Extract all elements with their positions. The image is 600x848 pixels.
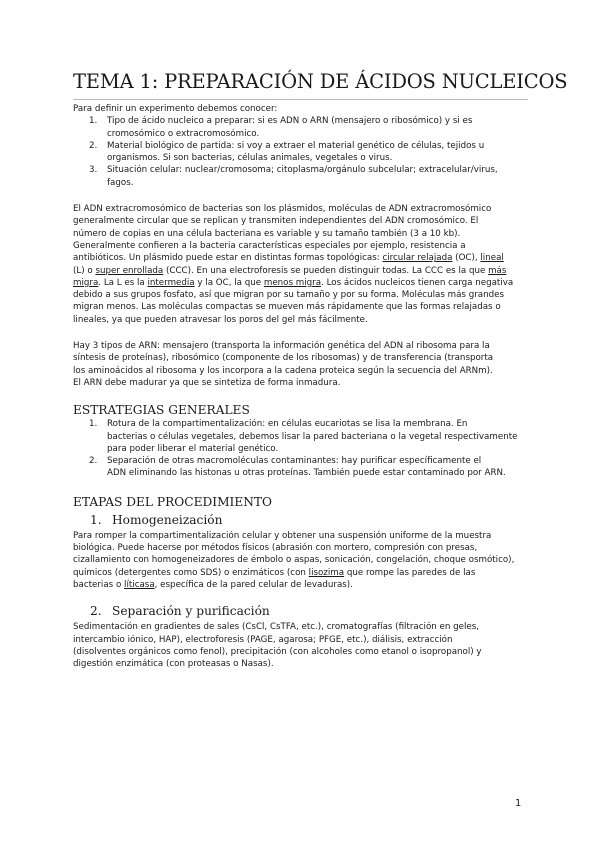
paragraph-homogeneizacion: Para romper la compartimentalización celular y obtener una suspensión uniforme de la muestra biológica. Puede hacerse por métodos físicos (abrasión con mortero, compresión con presas, cizallamiento con homogeneizadores de émbolo o aspas, sonicación, congelación, choque osmótico), químicos (detergentes como SDS) o enzimáticos (con lisozima que rompe las paredes de las bacterias o líticasa, específica de la pared celular de levaduras). (73, 530, 515, 590)
term-migra: migra (73, 277, 99, 288)
paragraph-arn: Hay 3 tipos de ARN: mensajero (transporta la información genética del ADN al ribosoma para la síntesis de proteínas), ribosómico (componente de los ribosomas) y de transferencia (transporta los aminoácidos al ribosoma y los incorpora a la cadena proteica según la secuencia del ARNm). El ARN debe madurar ya que se sintetiza de forma inmadura. (73, 341, 494, 388)
list-item: 2. Material biológico de partida: si voy a extraer el material genético de células, tejidos u organismos. Si son bacterias, células animales, vegetales o virus. (89, 140, 485, 164)
heading-estrategias: ESTRATEGIAS GENERALES (73, 403, 250, 418)
page-number: 1 (515, 798, 522, 809)
subheading-separacion: 2. Separación y purificación (90, 604, 270, 619)
term-circular-relajada: circular relajada (382, 253, 453, 264)
paragraph-adn: El ADN extracromosómico de bacterias son los plásmidos, moléculas de ADN extracromosómico generalmente circular que se replican y transmiten independientes del ADN cromosómico. El número de copias en una célula bacteriana es variable y su tamaño también (3 a 10 kb). Generalmente confieren a la bacteria características especiales por ejemplo, resistencia a antibióticos. Un plásmido puede estar en distintas formas topológicas: circular relajada (OC), lineal (L) o super enrollada (CCC). En una electroforesis se pueden distinguir todas. La CCC es la que más migra. La L es la intermedia y la OC, la que menos migra. Los ácidos nucleicos tienen carga negativa debido a sus grupos fosfato, así que migran por su tamaño y por su forma. Moléculas más grandes migran menos. Las moléculas compactas se mueven más rápidamente que las formas relajadas o lineales, ya que pueden atravesar los poros del gel más fácilmente. (73, 204, 514, 325)
term-liticasa: líticasa (124, 579, 155, 590)
term-mas: más (488, 265, 507, 276)
intro-list (73, 115, 528, 189)
subheading-homogeneizacion: 1. Homogeneización (90, 512, 223, 527)
list-item: 1. Rotura de la compartimentalización: en células eucariotas se lisa la membrana. En bacterias o células vegetales, debemos lisar la pared bacteriana o la vegetal respectivamente para poder liberar el material genético. (89, 419, 518, 454)
intro-text: Para definir un experimento debemos conocer: (73, 104, 278, 114)
term-super-enrollada: super enrollada (95, 265, 164, 276)
list-item: 1. Tipo de ácido nucleico a preparar: si es ADN o ARN (mensajero o ribosómico) y si es cromosómico o extracromosómico. (89, 116, 473, 139)
term-menos-migra: menos migra (263, 277, 322, 288)
estrategias-list (73, 418, 528, 479)
term-lineal: lineal (480, 253, 504, 264)
heading-etapas: ETAPAS DEL PROCEDIMIENTO (73, 494, 273, 509)
list-item: 2. Separación de otras macromoléculas contaminantes: hay purificar específicamente el ADN eliminando las histonas u otras proteínas. También puede estar contaminado por ARN. (89, 456, 506, 479)
document-page (73, 66, 568, 670)
list-item: 3. Situación celular: nuclear/cromosoma; citoplasma/orgánulo subcelular; extracelular/virus, fagos. (89, 165, 498, 188)
paragraph-separacion: Sedimentación en gradientes de sales (CsCl, CsTFA, etc.), cromatografías (filtración en geles, intercambio iónico, HAP), electroforesis (PAGE, agarosa; PFGE, etc.), diálisis, extracción (disolventes orgánicos como fenol), precipitación (con alcoholes como etanol o isopropanol) y digestión enzimática (con proteasas o Nasas). (73, 622, 482, 670)
term-lisozima: lisozima (308, 567, 345, 578)
term-intermedia: intermedia (147, 277, 195, 288)
page-title: TEMA 1: PREPARACIÓN DE ÁCIDOS NUCLEICOS (73, 66, 528, 100)
